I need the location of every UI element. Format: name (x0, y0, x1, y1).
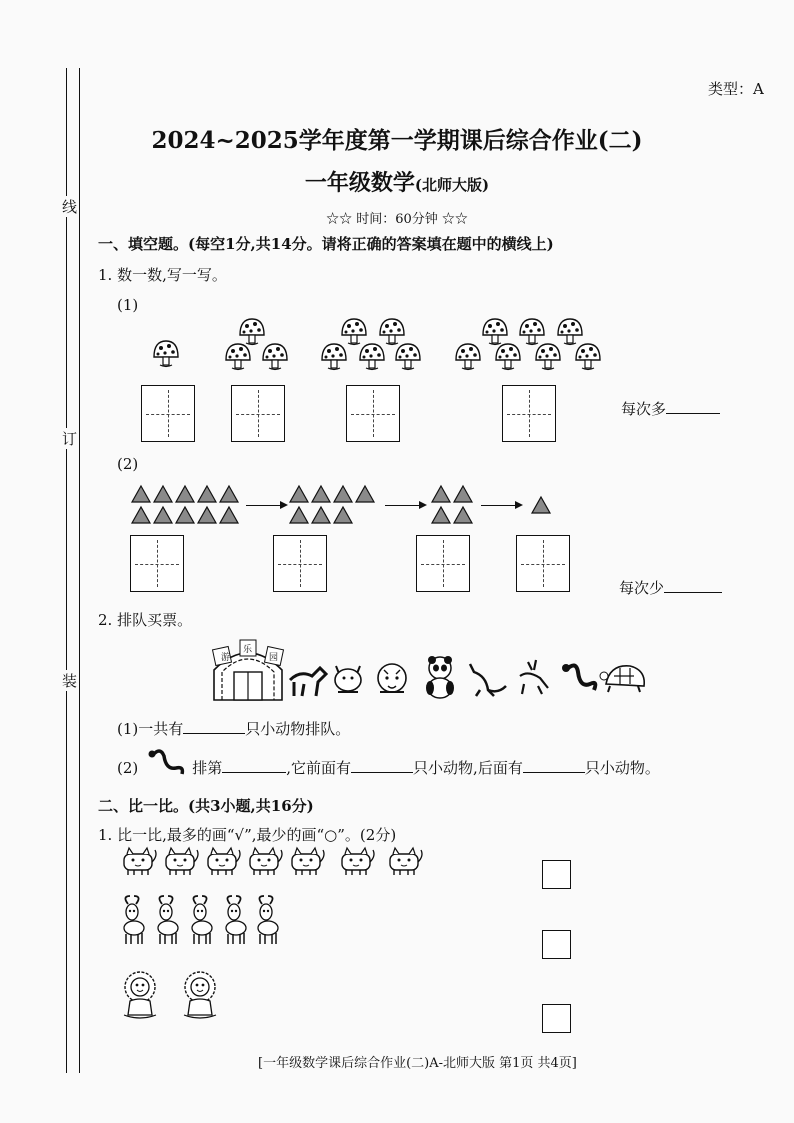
more-answer-blank[interactable] (666, 413, 720, 414)
answer-box-triangle-2[interactable] (273, 535, 327, 592)
lion-row (124, 972, 216, 1018)
triangle-group-1 (532, 497, 550, 513)
q2-part2 (117, 757, 660, 778)
park-sign-char-3: 园 (269, 653, 279, 663)
section1-heading: 一、填空题。(每空1分,共14分。请将正确的答案填在题中的横线上) (98, 235, 554, 253)
q1-part2-label: (2) (117, 455, 139, 473)
more-each-time (621, 398, 720, 419)
snake-icon (562, 664, 595, 690)
binding-label-zhuang: 装 (62, 672, 78, 690)
arrow-2 (385, 505, 425, 506)
binding-label-xian: 线 (62, 198, 78, 216)
compare-box-cats[interactable] (542, 860, 571, 889)
subtitle-subject: 一年级数学 (304, 170, 415, 196)
q2-part1-suffix: 只小动物排队。 (245, 720, 351, 738)
q2-title: 2. 排队买票。 (98, 611, 193, 629)
answer-box-mushroom-2[interactable] (231, 385, 285, 442)
goat-row (124, 896, 278, 944)
q2-part1-prefix: (1)一共有 (117, 720, 184, 738)
more-label: 每次多 (621, 400, 667, 418)
q2-part2-front-blank[interactable] (351, 772, 413, 773)
answer-box-mushroom-1[interactable] (141, 385, 195, 442)
paper-type-label: 类型：A (708, 80, 764, 98)
horse-icon (290, 668, 326, 696)
subtitle-edition: (北师大版) (414, 176, 490, 194)
q2-part1 (117, 718, 350, 739)
less-each-time (619, 577, 722, 598)
panda-icon (426, 656, 454, 698)
tiger-icon (378, 664, 406, 692)
q1-title: 1. 数一数,写一写。 (98, 266, 227, 284)
q2-part2-rank-label: 排第 (192, 759, 223, 777)
answer-box-triangle-4[interactable] (516, 535, 570, 592)
q2-part2-prefix: (2) (117, 759, 139, 777)
fox-icon (335, 666, 361, 692)
turtle-icon (600, 666, 644, 692)
mushroom-group-1 (154, 319, 287, 370)
compare-box-lions[interactable] (542, 1004, 571, 1033)
q2-part2-back-blank[interactable] (523, 772, 585, 773)
q2-part1-blank[interactable] (183, 733, 245, 734)
page-footer: [一年级数学课后综合作业(二)A-北师大版 第1页 共4页] (258, 1056, 577, 1071)
less-label: 每次少 (619, 579, 665, 597)
answer-box-mushroom-3[interactable] (346, 385, 400, 442)
deer-icon (520, 660, 548, 694)
q2-part2-back-label: 只小动物,后面有 (413, 759, 523, 777)
less-answer-blank[interactable] (664, 592, 722, 593)
park-sign-char-2: 乐 (243, 645, 253, 655)
cat-row (124, 848, 422, 875)
triangle-group-4 (432, 486, 472, 523)
park-sign-char-1: 游 (221, 653, 231, 663)
answer-box-triangle-1[interactable] (130, 535, 184, 592)
triangle-group-10 (132, 486, 238, 523)
triangle-group-7 (290, 486, 374, 523)
arrow-1 (246, 505, 286, 506)
answer-box-mushroom-4[interactable] (502, 385, 556, 442)
q2-part2-front-label: ,它前面有 (286, 759, 352, 777)
section2-heading: 二、比一比。(共3小题,共16分) (98, 797, 314, 815)
compare-box-goats[interactable] (542, 930, 571, 959)
time-limit: ☆☆ 时间：60分钟 ☆☆ (326, 212, 468, 227)
q2-part2-rank-blank[interactable] (222, 772, 286, 773)
page-title: 2024~2025学年度第一学期课后综合作业(二) (151, 127, 643, 154)
section2-q1-title: 1. 比一比,最多的画“√”,最少的画“○”。(2分) (98, 826, 397, 844)
mushroom-group-2 (322, 319, 420, 370)
binding-label-ding: 订 (62, 430, 78, 448)
answer-box-triangle-3[interactable] (416, 535, 470, 592)
q1-part1-label: (1) (117, 296, 139, 314)
kangaroo-icon (470, 664, 506, 696)
q2-part2-suffix: 只小动物。 (584, 759, 660, 777)
arrow-3 (481, 505, 521, 506)
mushroom-group-3 (456, 319, 600, 370)
